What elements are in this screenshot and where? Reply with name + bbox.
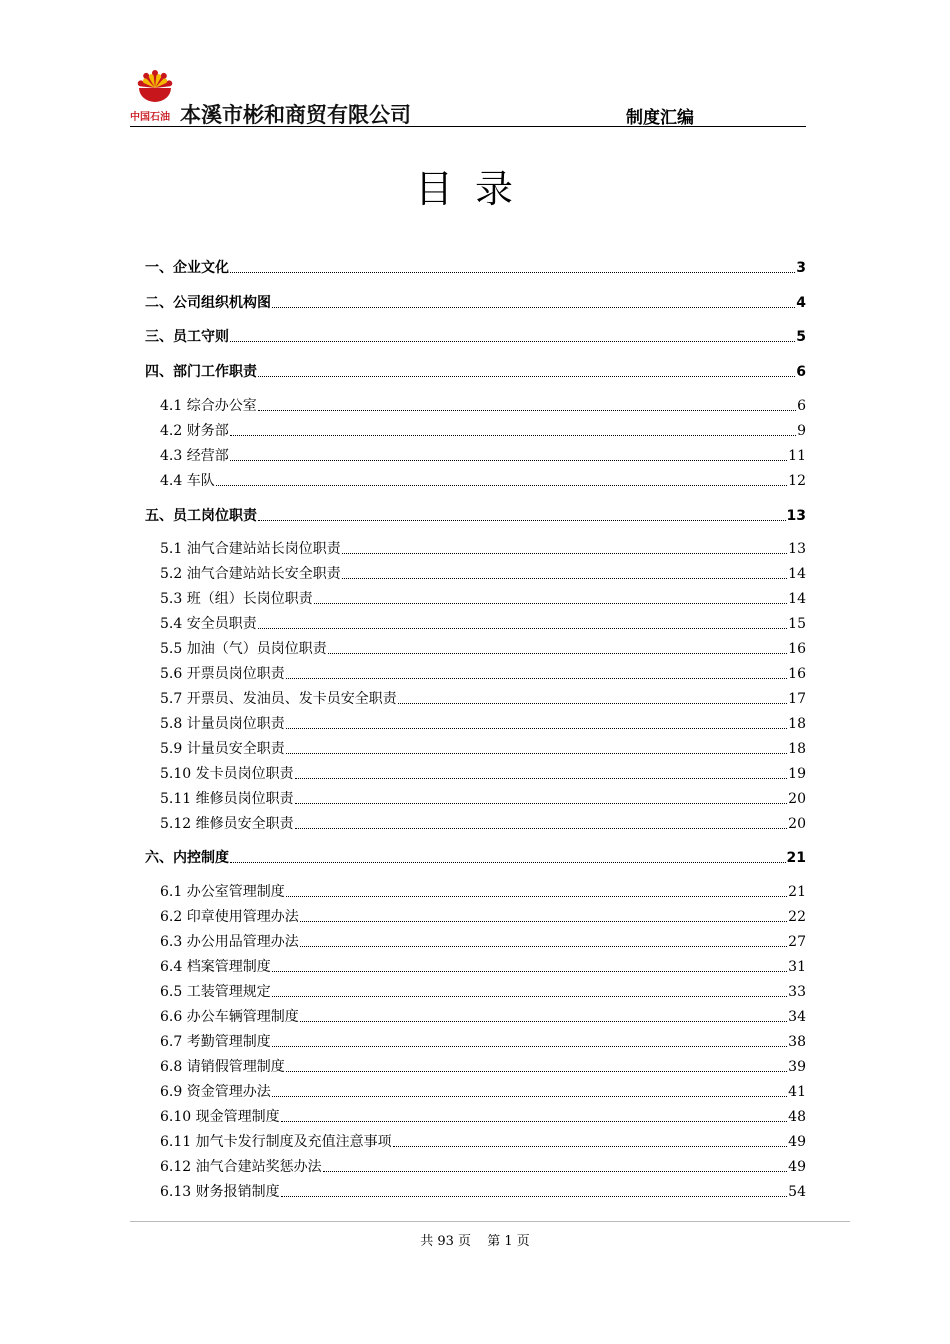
toc-entry-label: 6.1 办公室管理制度 xyxy=(160,884,285,900)
toc-entry-label: 6.7 考勤管理制度 xyxy=(160,1034,271,1050)
toc-entry-label: 6.3 办公用品管理办法 xyxy=(160,934,299,950)
toc-entry-page: 27 xyxy=(788,934,806,950)
toc-subsection-entry[interactable] xyxy=(145,538,806,558)
toc-leader-dots xyxy=(300,1021,787,1022)
toc-entry-page: 20 xyxy=(788,816,806,832)
toc-subsection-entry[interactable] xyxy=(145,813,806,833)
toc-entry-label: 6.4 档案管理制度 xyxy=(160,959,271,975)
toc-entry-label: 6.8 请销假管理制度 xyxy=(160,1059,285,1075)
toc-section-entry[interactable] xyxy=(145,361,806,381)
document-type: 制度汇编 xyxy=(626,108,694,128)
toc-entry-label: 5.10 发卡员岗位职责 xyxy=(160,766,294,782)
toc-leader-dots xyxy=(281,1196,788,1197)
toc-entry-page: 6 xyxy=(796,364,806,380)
toc-entry-page: 14 xyxy=(788,591,806,607)
toc-entry-page: 16 xyxy=(788,666,806,682)
toc-leader-dots xyxy=(258,410,796,411)
footer-divider xyxy=(130,1221,850,1222)
toc-entry-page: 54 xyxy=(788,1184,806,1200)
toc-entry-label: 6.9 资金管理办法 xyxy=(160,1084,271,1100)
toc-subsection-entry[interactable] xyxy=(145,1181,806,1201)
toc-section-entry[interactable] xyxy=(145,847,806,867)
toc-subsection-entry[interactable] xyxy=(145,763,806,783)
header-divider xyxy=(130,126,806,127)
toc-entry-page: 5 xyxy=(796,329,806,345)
toc-leader-dots xyxy=(272,971,787,972)
toc-entry-page: 18 xyxy=(788,716,806,732)
toc-entry-page: 21 xyxy=(786,850,806,866)
toc-leader-dots xyxy=(393,1146,788,1147)
toc-entry-label: 5.4 安全员职责 xyxy=(160,616,257,632)
toc-entry-page: 11 xyxy=(788,448,806,464)
toc-entry-label: 6.2 印章使用管理办法 xyxy=(160,909,299,925)
toc-entry-page: 4 xyxy=(796,295,806,311)
toc-entry-label: 六、内控制度 xyxy=(145,850,229,866)
toc-leader-dots xyxy=(286,753,787,754)
toc-subsection-entry[interactable] xyxy=(145,1131,806,1151)
toc-subsection-entry[interactable] xyxy=(145,1081,806,1101)
toc-subsection-entry[interactable] xyxy=(145,1056,806,1076)
toc-leader-dots xyxy=(300,946,787,947)
toc-leader-dots xyxy=(230,272,795,273)
toc-subsection-entry[interactable] xyxy=(145,470,806,490)
toc-entry-page: 49 xyxy=(788,1159,806,1175)
toc-entry-page: 19 xyxy=(788,766,806,782)
toc-entry-label: 一、企业文化 xyxy=(145,260,229,276)
company-name: 本溪市彬和商贸有限公司 xyxy=(180,103,411,127)
toc-subsection-entry[interactable] xyxy=(145,445,806,465)
toc-leader-dots xyxy=(342,553,787,554)
toc-leader-dots xyxy=(281,1121,788,1122)
toc-entry-label: 6.13 财务报销制度 xyxy=(160,1184,280,1200)
toc-leader-dots xyxy=(272,996,787,997)
toc-subsection-entry[interactable] xyxy=(145,638,806,658)
toc-entry-label: 6.12 油气合建站奖惩办法 xyxy=(160,1159,322,1175)
toc-leader-dots xyxy=(323,1171,788,1172)
toc-leader-dots xyxy=(286,678,787,679)
toc-leader-dots xyxy=(230,862,786,863)
toc-leader-dots xyxy=(300,921,787,922)
toc-entry-page: 21 xyxy=(788,884,806,900)
page-footer xyxy=(0,1230,950,1249)
toc-subsection-entry[interactable] xyxy=(145,613,806,633)
toc-leader-dots xyxy=(272,1046,787,1047)
toc-entry-label: 二、公司组织机构图 xyxy=(145,295,271,311)
toc-entry-label: 5.5 加油（气）员岗位职责 xyxy=(160,641,327,657)
toc-leader-dots xyxy=(286,728,787,729)
toc-entry-page: 18 xyxy=(788,741,806,757)
toc-entry-label: 5.6 开票员岗位职责 xyxy=(160,666,285,682)
toc-entry-page: 16 xyxy=(788,641,806,657)
toc-entry-label: 4.3 经营部 xyxy=(160,448,229,464)
toc-entry-page: 48 xyxy=(788,1109,806,1125)
toc-leader-dots xyxy=(230,460,787,461)
page-header xyxy=(130,68,806,128)
toc-section-entry[interactable] xyxy=(145,257,806,277)
toc-entry-label: 5.1 油气合建站站长岗位职责 xyxy=(160,541,341,557)
toc-leader-dots xyxy=(295,828,788,829)
petrochina-sunflower-icon xyxy=(137,68,173,106)
toc-subsection-entry[interactable] xyxy=(145,420,806,440)
toc-entry-page: 39 xyxy=(788,1059,806,1075)
toc-entry-page: 12 xyxy=(788,473,806,489)
toc-subsection-entry[interactable] xyxy=(145,881,806,901)
toc-entry-label: 5.11 维修员岗位职责 xyxy=(160,791,294,807)
toc-subsection-entry[interactable] xyxy=(145,713,806,733)
petrochina-logo xyxy=(130,68,180,124)
toc-entry-label: 4.2 财务部 xyxy=(160,423,229,439)
toc-entry-page: 34 xyxy=(788,1009,806,1025)
toc-entry-label: 四、部门工作职责 xyxy=(145,364,257,380)
toc-title: 目录 xyxy=(414,167,535,211)
toc-leader-dots xyxy=(272,307,795,308)
toc-leader-dots xyxy=(258,628,787,629)
toc-entry-page: 3 xyxy=(796,260,806,276)
toc-entry-page: 31 xyxy=(788,959,806,975)
toc-entry-page: 14 xyxy=(788,566,806,582)
toc-subsection-entry[interactable] xyxy=(145,1106,806,1126)
toc-entry-page: 22 xyxy=(788,909,806,925)
toc-section-entry[interactable] xyxy=(145,505,806,525)
toc-entry-label: 5.9 计量员安全职责 xyxy=(160,741,285,757)
toc-entry-page: 13 xyxy=(786,508,806,524)
toc-entry-page: 17 xyxy=(788,691,806,707)
toc-subsection-entry[interactable] xyxy=(145,1156,806,1176)
toc-leader-dots xyxy=(295,803,788,804)
toc-entry-label: 6.5 工装管理规定 xyxy=(160,984,271,1000)
toc-subsection-entry[interactable] xyxy=(145,931,806,951)
toc-entry-label: 6.11 加气卡发行制度及充值注意事项 xyxy=(160,1134,392,1150)
toc-leader-dots xyxy=(295,778,788,779)
toc-entry-label: 5.7 开票员、发油员、发卡员安全职责 xyxy=(160,691,397,707)
toc-entry-page: 13 xyxy=(788,541,806,557)
toc-entry-label: 5.8 计量员岗位职责 xyxy=(160,716,285,732)
toc-subsection-entry[interactable] xyxy=(145,663,806,683)
toc-entry-page: 49 xyxy=(788,1134,806,1150)
toc-entry-page: 9 xyxy=(797,423,806,439)
toc-entry-page: 41 xyxy=(788,1084,806,1100)
toc-subsection-entry[interactable] xyxy=(145,981,806,1001)
toc-subsection-entry[interactable] xyxy=(145,1031,806,1051)
toc-entry-page: 33 xyxy=(788,984,806,1000)
toc-leader-dots xyxy=(272,1096,787,1097)
toc-entry-label: 5.3 班（组）长岗位职责 xyxy=(160,591,313,607)
toc-entry-page: 15 xyxy=(788,616,806,632)
toc-entry-page: 38 xyxy=(788,1034,806,1050)
toc-subsection-entry[interactable] xyxy=(145,688,806,708)
toc-entry-page: 20 xyxy=(788,791,806,807)
toc-entry-label: 4.1 综合办公室 xyxy=(160,398,257,414)
toc-section-entry[interactable] xyxy=(145,326,806,346)
toc-entry-label: 5.12 维修员安全职责 xyxy=(160,816,294,832)
toc-entry-label: 五、员工岗位职责 xyxy=(145,508,257,524)
toc-entry-label: 三、员工守则 xyxy=(145,329,229,345)
total-pages: 共 93 页 xyxy=(420,1234,472,1249)
toc-leader-dots xyxy=(314,603,787,604)
toc-section-entry[interactable] xyxy=(145,292,806,312)
toc-leader-dots xyxy=(216,485,787,486)
toc-leader-dots xyxy=(342,578,787,579)
toc-subsection-entry[interactable] xyxy=(145,563,806,583)
toc-leader-dots xyxy=(230,435,796,436)
toc-leader-dots xyxy=(328,653,787,654)
toc-leader-dots xyxy=(230,341,795,342)
toc-entry-label: 6.6 办公车辆管理制度 xyxy=(160,1009,299,1025)
logo-text: 中国石油 xyxy=(130,112,170,123)
current-page: 第 1 页 xyxy=(487,1234,530,1249)
toc-leader-dots xyxy=(398,703,787,704)
toc-entry-page: 6 xyxy=(797,398,806,414)
toc-entry-label: 5.2 油气合建站站长安全职责 xyxy=(160,566,341,582)
toc-subsection-entry[interactable] xyxy=(145,906,806,926)
toc-entry-label: 6.10 现金管理制度 xyxy=(160,1109,280,1125)
toc-subsection-entry[interactable] xyxy=(145,1006,806,1026)
toc-subsection-entry[interactable] xyxy=(145,738,806,758)
toc-leader-dots xyxy=(286,1071,787,1072)
toc-subsection-entry[interactable] xyxy=(145,588,806,608)
toc-subsection-entry[interactable] xyxy=(145,956,806,976)
toc-subsection-entry[interactable] xyxy=(145,788,806,808)
toc-leader-dots xyxy=(258,520,786,521)
toc-leader-dots xyxy=(258,376,795,377)
toc-subsection-entry[interactable] xyxy=(145,395,806,415)
toc-entry-label: 4.4 车队 xyxy=(160,473,215,489)
toc-leader-dots xyxy=(286,896,787,897)
